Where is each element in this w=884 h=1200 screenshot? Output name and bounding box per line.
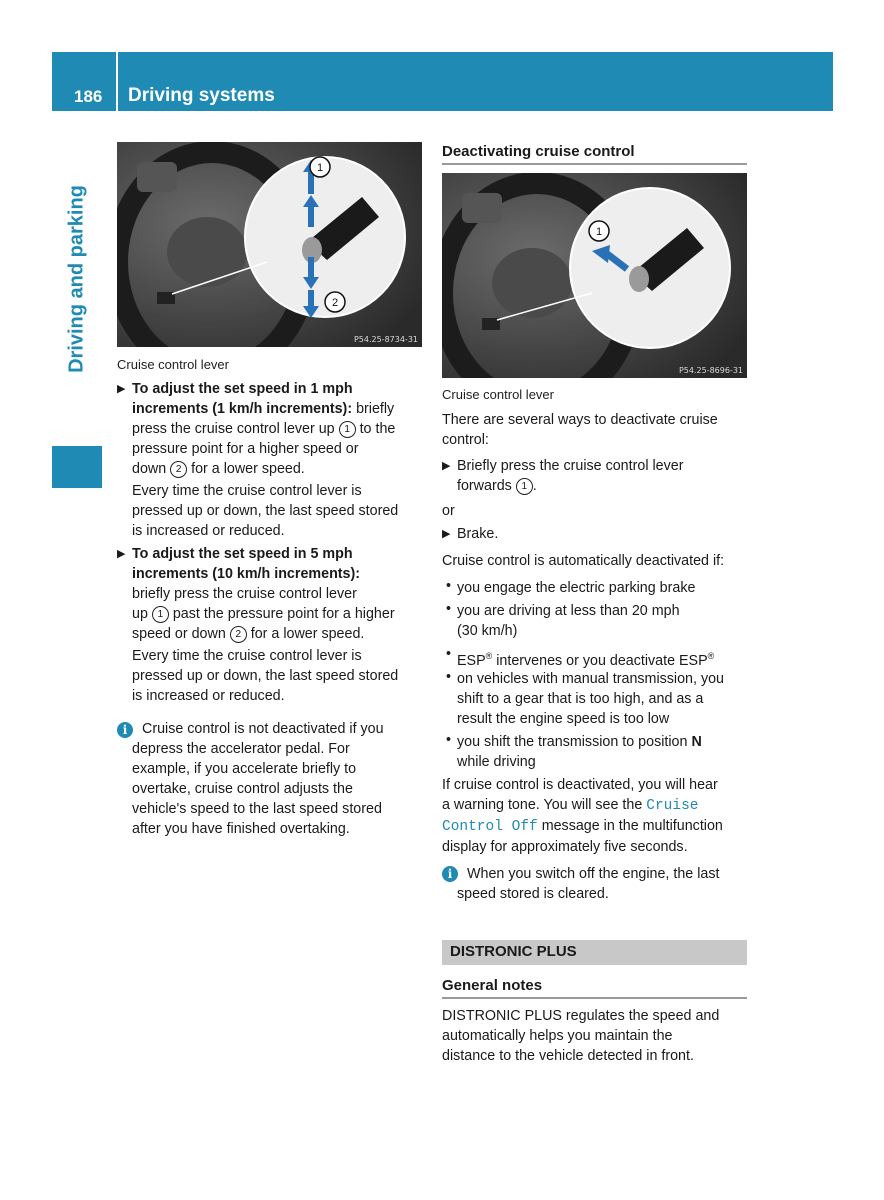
section-title: Driving systems [128, 85, 275, 106]
or-text: or [442, 503, 455, 519]
info-icon: i [442, 866, 458, 882]
figure-code: P54.25-8734-31 [353, 335, 418, 344]
bullet-item: you shift the transmission to position N while driving [457, 734, 702, 770]
note-left: Cruise control is not deactivated if you depress the accelerator pedal. For example, if you accelerate briefly to overtake, cruise control adjusts the vehicle's speed to the last speed stored after you have finished overtaking. [132, 721, 384, 837]
figure-caption: Cruise control lever [442, 387, 554, 402]
general-notes-text: DISTRONIC PLUS regulates the speed and automatically helps you maintain the distance to the vehicle detected in front. [442, 1008, 720, 1064]
bullet-dot: • [446, 732, 452, 748]
info-icon: i [117, 722, 133, 738]
warning-text: If cruise control is deactivated, you will hear a warning tone. You will see the Cruise Control Off message in the multifunction display for approximately five seconds. [442, 777, 723, 855]
bullet-item: you engage the electric parking brake [457, 580, 696, 596]
header-divider [116, 52, 118, 111]
instruction-2: To adjust the set speed in 5 mph increments (10 km/h increments): briefly press the cruise control lever up 1 past the pressure point for a higher speed or down 2 for a lower speed. Every time the cruise control lever is pressed up or down, the last speed stored is increased or reduced. [132, 546, 399, 704]
step-1: Briefly press the cruise control lever forwards 1 . [457, 458, 684, 494]
note-right: When you switch off the engine, the last speed stored is cleared. [457, 866, 720, 902]
distronic-section-bar [442, 940, 747, 965]
figure-code: P54.25-8696-31 [678, 366, 743, 375]
display-message: Cruise [646, 798, 699, 814]
arrow-bullet-icon: ▶ [442, 460, 451, 472]
bullet-dot: • [446, 601, 452, 617]
bullet-item: ESP® intervenes or you deactivate ESP® [457, 651, 715, 669]
display-message: Control Off [442, 819, 538, 835]
arrow-bullet-icon: ▶ [117, 383, 126, 395]
bullet-dot: • [446, 578, 452, 594]
callout-2: 2 [331, 297, 339, 309]
side-tab-label: Driving and parking [65, 184, 88, 373]
heading-rule [442, 997, 747, 999]
arrow-bullet-icon: ▶ [442, 528, 451, 540]
distronic-heading: DISTRONIC PLUS [450, 943, 577, 960]
instruction-1: To adjust the set speed in 1 mph increments (1 km/h increments): briefly press the cruise control lever up 1 to the pressure point for a higher speed or down 2 for a lower speed. Every time the cruise control lever is pressed up or down, the last speed stored is increased or reduced. [132, 381, 399, 539]
arrow-bullet-icon: ▶ [117, 548, 126, 560]
page-number: 186 [74, 87, 103, 106]
step-2: Brake. [457, 526, 499, 542]
bullet-dot: • [446, 646, 452, 662]
intro-text: There are several ways to deactivate cruise control: [442, 412, 718, 448]
cruise-lever-figure-left [117, 142, 422, 347]
callout-1: 1 [595, 226, 603, 238]
bullet-dot: • [446, 669, 452, 685]
cruise-lever-figure-right [442, 173, 747, 378]
page-header [52, 52, 833, 111]
bullet-item: you are driving at less than 20 mph (30 km/h) [457, 603, 680, 639]
side-tab-marker [52, 446, 102, 488]
callout-1: 1 [316, 162, 324, 174]
heading-rule [442, 163, 747, 165]
figure-caption: Cruise control lever [117, 357, 229, 372]
auto-deactivate-text: Cruise control is automatically deactivated if: [442, 553, 725, 569]
deactivating-heading: Deactivating cruise control [442, 143, 635, 160]
general-notes-heading: General notes [442, 977, 543, 994]
bullet-item: on vehicles with manual transmission, you shift to a gear that is too high, and as a result the engine speed is too low [457, 671, 724, 727]
